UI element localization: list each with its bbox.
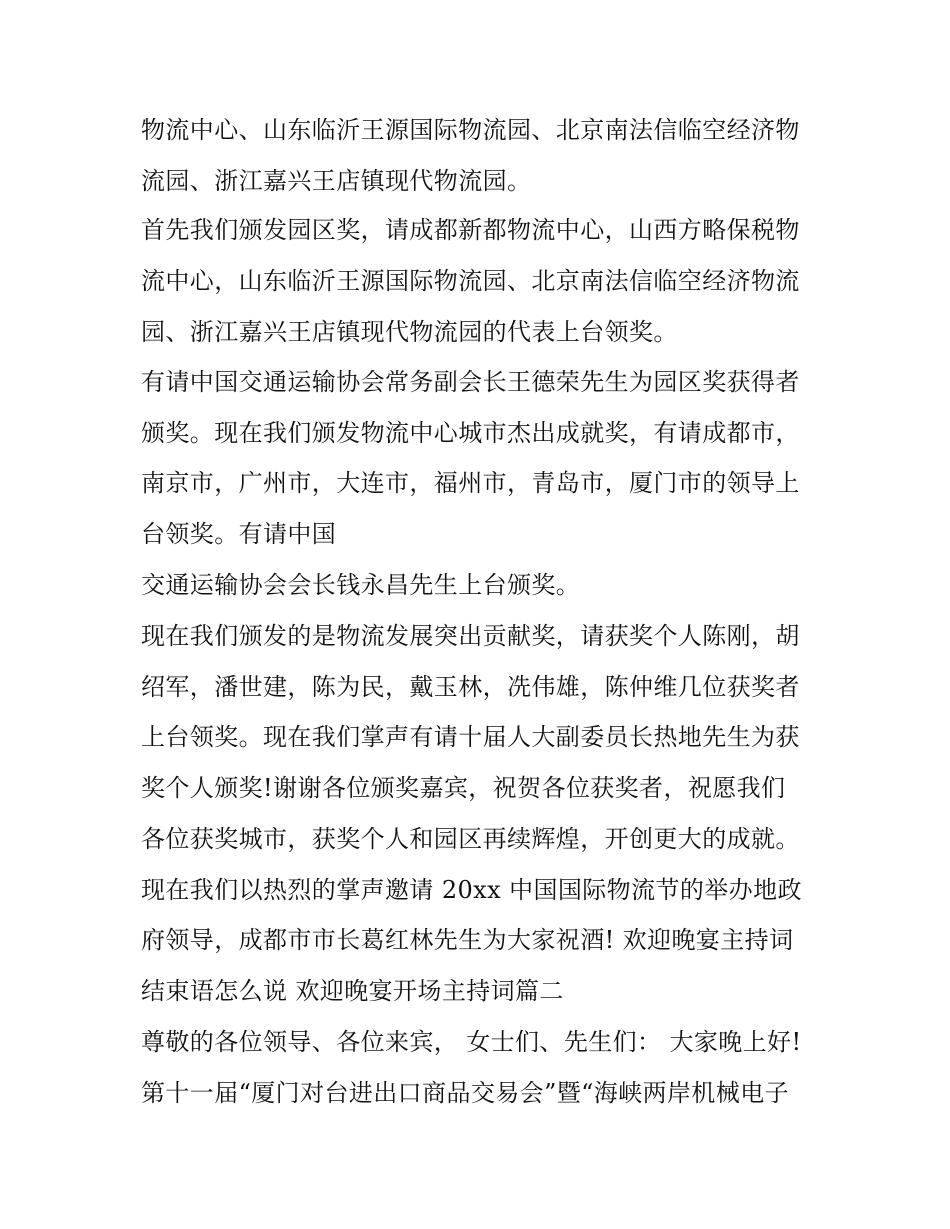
text-line: 南京市，广州市，大连市，福州市，青岛市，厦门市的领导上: [141, 469, 800, 497]
text-line: 现在我们以热烈的掌声邀请 20xx 中国国际物流节的举办地政: [141, 876, 802, 904]
text-line: 各位获奖城市，获奖个人和园区再续辉煌，开创更大的成就。: [141, 825, 800, 853]
text-line: 第十一届“厦门对台进出口商品交易会”暨“海峡两岸机械电子: [141, 1079, 790, 1107]
text-line: 颁奖。现在我们颁发物流中心城市杰出成就奖，有请成都市，: [141, 419, 800, 447]
text-line: 交通运输协会会长钱永昌先生上台颁奖。: [141, 571, 581, 599]
text-line: 绍军，潘世建，陈为民，戴玉林，冼伟雄，陈仲维几位获奖者: [141, 673, 800, 701]
text-line: 流中心，山东临沂王源国际物流园、北京南法信临空经济物流: [141, 267, 800, 295]
text-line: 结束语怎么说 欢迎晚宴开场主持词篇二: [141, 977, 564, 1005]
text-line: 上台领奖。现在我们掌声有请十届人大副委员长热地先生为获: [141, 723, 800, 751]
text-line: 流园、浙江嘉兴王店镇现代物流园。: [141, 167, 532, 195]
text-line: 物流中心、山东临沂王源国际物流园、北京南法信临空经济物: [141, 116, 800, 144]
text-line: 尊敬的各位领导、各位来宾， 女士们、先生们： 大家晚上好!: [141, 1028, 802, 1056]
text-line: 首先我们颁发园区奖，请成都新都物流中心，山西方略保税物: [141, 216, 800, 244]
text-line: 府领导，成都市市长葛红林先生为大家祝酒! 欢迎晚宴主持词: [141, 926, 794, 954]
text-line: 台领奖。有请中国: [141, 520, 337, 548]
text-line: 现在我们颁发的是物流发展突出贡献奖，请获奖个人陈刚，胡: [141, 622, 800, 650]
text-line: 园、浙江嘉兴王店镇现代物流园的代表上台领奖。: [141, 318, 678, 346]
text-line: 奖个人颁奖!谢谢各位颁奖嘉宾，祝贺各位获奖者，祝愿我们: [141, 774, 786, 802]
text-line: 有请中国交通运输协会常务副会长王德荣先生为园区奖获得者: [141, 368, 800, 396]
